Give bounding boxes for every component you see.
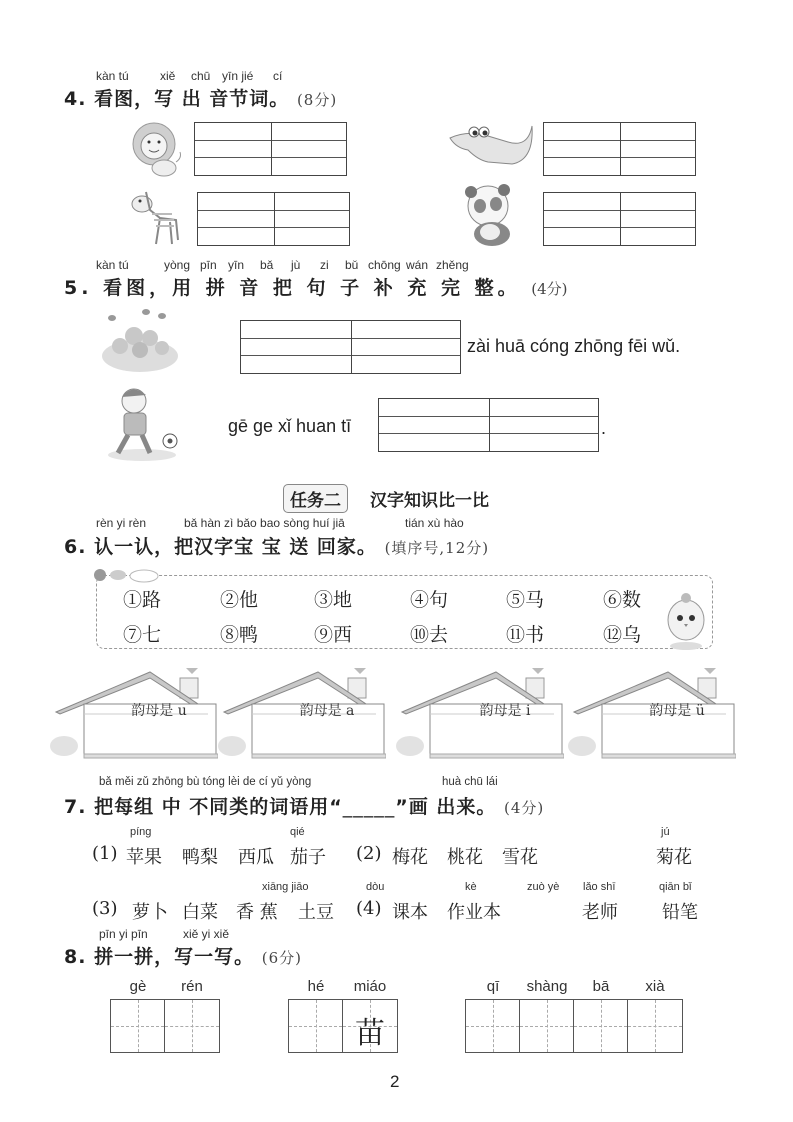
word[interactable]: 桃花 bbox=[447, 847, 483, 868]
q5-sentence-2-prefix: gē ge xǐ huan tī bbox=[228, 416, 352, 436]
write-cell[interactable]: shàng bbox=[520, 1000, 574, 1052]
write-cell[interactable]: hé bbox=[289, 1000, 343, 1052]
q5-pinyin: zi bbox=[320, 258, 329, 272]
char-item-7: ⑦七 bbox=[123, 624, 162, 646]
word-pinyin: qiān bǐ bbox=[659, 881, 692, 893]
word[interactable]: 茄子 bbox=[290, 847, 326, 868]
cloud-decoration-icon bbox=[92, 566, 162, 584]
word[interactable]: 西瓜 bbox=[238, 847, 274, 868]
word-pinyin: kè bbox=[465, 881, 477, 893]
word[interactable]: 雪花 bbox=[502, 847, 538, 868]
q7-pinyin: huà chū lái bbox=[442, 776, 498, 788]
q4-write-box-panda[interactable] bbox=[543, 192, 696, 246]
tianzige-grid-geren bbox=[110, 978, 220, 1053]
q7-title: 7. 把每组 中 不同类的词语用“_____”画 出来。 (4分) bbox=[64, 796, 545, 818]
q4-write-box-crocodile[interactable] bbox=[543, 122, 696, 176]
q6-pinyin: bǎ hàn zì bǎo bao sòng huí jiā bbox=[184, 516, 345, 530]
word[interactable]: 课本 bbox=[392, 902, 428, 923]
q7-pinyin: bǎ měi zǔ zhōng bù tóng lèi de cí yǔ yòng bbox=[99, 776, 312, 788]
chick-mascot-icon bbox=[664, 590, 710, 652]
q5-sentence-1-suffix: zài huā cóng zhōng fēi wǔ. bbox=[467, 336, 681, 356]
house-label: 韵母是 i bbox=[479, 703, 531, 719]
char-item-3: ③地 bbox=[314, 589, 353, 611]
q4-pinyin: kàn tú bbox=[96, 69, 129, 83]
write-cell[interactable]: rén bbox=[165, 1000, 219, 1052]
zebra-picture bbox=[126, 184, 184, 248]
q5-pinyin: yīn bbox=[228, 258, 245, 272]
group-label: (3) bbox=[92, 898, 118, 919]
char-item-9: ⑨西 bbox=[314, 624, 353, 646]
write-cell[interactable]: gè bbox=[111, 1000, 165, 1052]
house-label: 韵母是 u bbox=[131, 703, 187, 719]
q8-pinyin: pīn yi pīn bbox=[99, 927, 148, 941]
word[interactable]: 菊花 bbox=[656, 847, 692, 868]
q4-pinyin: chū bbox=[191, 69, 211, 83]
panda-picture bbox=[462, 180, 522, 248]
q8-pinyin: xiě yi xiě bbox=[183, 927, 230, 941]
word[interactable]: 铅笔 bbox=[662, 902, 698, 923]
group-label: (2) bbox=[356, 843, 382, 864]
word[interactable]: 作业本 bbox=[447, 902, 501, 923]
tianzige-grid-hemiao bbox=[288, 978, 398, 1053]
write-cell[interactable]: xià bbox=[628, 1000, 682, 1052]
q5-pinyin: yòng bbox=[164, 258, 191, 272]
q4-pinyin: cí bbox=[273, 69, 283, 83]
tianzige-grid-qishangbaxia bbox=[465, 978, 683, 1053]
char-item-5: ⑤马 bbox=[506, 589, 545, 611]
group-label: (1) bbox=[92, 843, 118, 864]
q6-pinyin: rèn yi rèn bbox=[96, 516, 147, 530]
word[interactable]: 土豆 bbox=[298, 902, 334, 923]
house-i[interactable] bbox=[396, 668, 564, 760]
q5-pinyin: chōng bbox=[368, 258, 401, 272]
bees-flowers-picture bbox=[100, 306, 180, 374]
word[interactable]: 鸭梨 bbox=[182, 847, 218, 868]
q5-write-box-2[interactable] bbox=[378, 398, 599, 452]
q5-pinyin: jù bbox=[291, 258, 301, 272]
house-ü[interactable] bbox=[568, 668, 736, 760]
q4-write-box-lion[interactable] bbox=[194, 122, 347, 176]
q6-pinyin: tián xù hào bbox=[405, 516, 464, 530]
word[interactable]: 香 蕉 bbox=[236, 902, 278, 923]
write-cell[interactable]: qī bbox=[466, 1000, 520, 1052]
q5-title: 5. 看图，用 拼 音 把 句 子 补 充 完 整。 (4分) bbox=[64, 277, 568, 299]
lion-picture bbox=[130, 120, 186, 178]
char-item-12: ⑫乌 bbox=[603, 624, 642, 646]
word-pinyin: lǎo shī bbox=[583, 881, 616, 893]
char-item-1: ①路 bbox=[123, 589, 162, 611]
q5-pinyin: pīn bbox=[200, 258, 217, 272]
boy-soccer-picture bbox=[104, 383, 180, 461]
group-label: (4) bbox=[356, 898, 382, 919]
q5-pinyin: wán bbox=[406, 258, 429, 272]
char-item-4: ④句 bbox=[410, 589, 449, 611]
q5-pinyin: bǔ bbox=[345, 258, 359, 272]
word-pinyin: xiāng jiāo bbox=[262, 881, 309, 893]
word[interactable]: 萝卜 bbox=[132, 902, 168, 923]
word-pinyin: jú bbox=[661, 826, 670, 838]
q5-pinyin: bǎ bbox=[260, 258, 274, 272]
q4-write-box-zebra[interactable] bbox=[197, 192, 350, 246]
char-item-11: ⑪书 bbox=[506, 624, 545, 646]
word[interactable]: 苹果 bbox=[126, 847, 162, 868]
q5-write-box-1[interactable] bbox=[240, 320, 461, 374]
word-pinyin: zuò yè bbox=[527, 881, 560, 893]
word[interactable]: 梅花 bbox=[392, 847, 428, 868]
char-item-10: ⑩去 bbox=[410, 624, 449, 646]
house-u[interactable] bbox=[50, 668, 218, 760]
write-cell-filled: miáo 苗 bbox=[343, 1000, 397, 1052]
q4-pinyin: xiě bbox=[160, 69, 176, 83]
char-item-2: ②他 bbox=[220, 589, 259, 611]
q5-pinyin: zhěng bbox=[436, 258, 469, 272]
house-label: 韵母是 ü bbox=[649, 703, 705, 719]
task2-title: 汉字知识比一比 bbox=[370, 491, 489, 511]
q5-sentence-2-suffix: . bbox=[601, 418, 607, 438]
house-label: 韵母是 a bbox=[299, 703, 355, 719]
q4-title: 4. 看图，写 出 音节词。 (8分) bbox=[64, 88, 338, 110]
write-cell[interactable]: bā bbox=[574, 1000, 628, 1052]
page-number: 2 bbox=[390, 1072, 400, 1091]
q8-title: 8. 拼一拼，写一写。 (6分) bbox=[64, 946, 302, 968]
word[interactable]: 白菜 bbox=[182, 902, 218, 923]
q4-pinyin: yīn jié bbox=[222, 69, 254, 83]
task2-tag: 任务二 bbox=[283, 484, 348, 513]
char-item-6: ⑥数 bbox=[603, 589, 642, 611]
word-pinyin: píng bbox=[130, 826, 152, 838]
house-a[interactable] bbox=[218, 668, 386, 760]
crocodile-picture bbox=[448, 120, 538, 175]
char-item-8: ⑧鸭 bbox=[220, 624, 259, 646]
word[interactable]: 老师 bbox=[582, 902, 618, 923]
q6-title: 6. 认一认，把汉字宝 宝 送 回家。 (填序号,12分) bbox=[64, 536, 490, 558]
word-pinyin: dòu bbox=[366, 881, 385, 893]
word-pinyin: qié bbox=[290, 826, 305, 838]
q5-pinyin: kàn tú bbox=[96, 258, 129, 272]
